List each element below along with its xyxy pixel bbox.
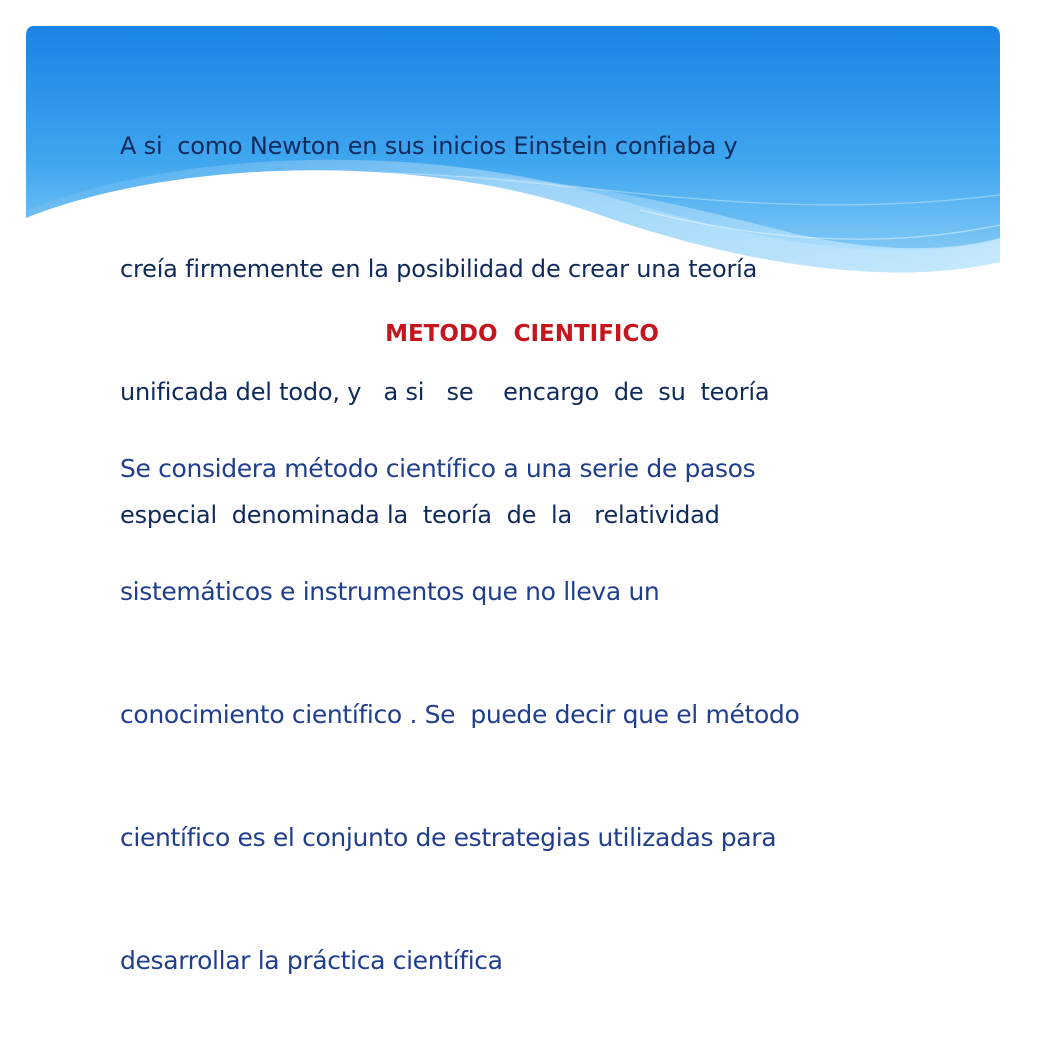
body-line: científico es el conjunto de estrategias utilizadas para xyxy=(120,823,777,852)
section-heading: METODO CIENTIFICO xyxy=(385,321,659,347)
intro-line: unificada del todo, y a si se encargo de su teoría xyxy=(120,378,770,406)
body-paragraph xyxy=(120,366,940,1063)
intro-line: creía firmemente en la posibilidad de crear una teoría xyxy=(120,255,758,283)
body-line: sistemáticos e instrumentos que no lleva un xyxy=(120,577,660,606)
body-line: desarrollar la práctica científica xyxy=(120,946,503,975)
body-line: Se considera método científico a una serie de pasos xyxy=(120,454,756,483)
intro-line: A si como Newton en sus inicios Einstein confiaba y xyxy=(120,132,738,160)
body-line: conocimiento científico . Se puede decir que el método xyxy=(120,700,800,729)
intro-line: especial denominada la teoría de la relatividad xyxy=(120,501,720,529)
